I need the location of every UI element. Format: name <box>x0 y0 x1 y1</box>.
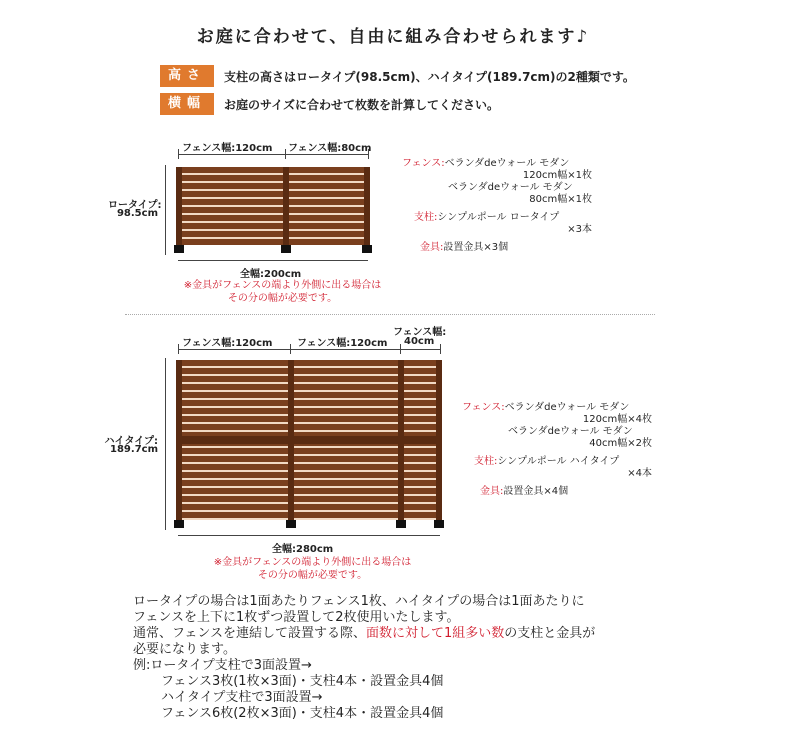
high-height-dim-line <box>165 358 166 530</box>
low-type-label: ロータイプ: <box>108 200 162 211</box>
low-mount-bracket <box>281 245 291 253</box>
height-tag: 高さ <box>160 65 214 87</box>
low-dim-80: フェンス幅:80cm <box>288 143 372 154</box>
high-type-label: ハイタイプ: <box>104 436 158 447</box>
low-height-label: 98.5cm <box>116 208 158 219</box>
high-total-dim-line <box>178 535 440 536</box>
section-divider <box>125 314 655 315</box>
low-total-dim-line <box>178 260 368 261</box>
explanation-text: ロータイプの場合は1面あたりフェンス1枚、ハイタイプの場合は1面あたりに フェンスを上下に1枚ずつ設置して2枚使用いたします。 通常、フェンスを連結して設置する際、面数に対して1組多い数の支柱と金具が 必要になります。 例:ロータイプ支柱で3面設置→ フェンス3枚(1枚×3面)・支柱4本・設置金具4個 ハイタイプ支柱で3面設置→ フェンス6枚(2枚×3面)・支柱4本・設置金具4個 <box>133 594 596 721</box>
low-mount-bracket <box>362 245 372 253</box>
low-post <box>364 167 370 249</box>
highlight-text: 面数に対して1組多い数 <box>365 626 505 641</box>
spec-hardware-label: 金具: <box>420 242 444 253</box>
high-post <box>436 360 442 524</box>
spec-hardware-label: 金具: <box>480 486 504 497</box>
width-description: お庭のサイズに合わせて枚数を計算してください。 <box>224 98 500 112</box>
low-mount-bracket <box>174 245 184 253</box>
low-dim-120: フェンス幅:120cm <box>182 143 273 154</box>
spec-fence-label: フェンス: <box>402 158 445 169</box>
example-heading: 例:ロータイプ支柱で3面設置→ <box>133 658 312 673</box>
page-title: お庭に合わせて、自由に組み合わせられます♪ <box>196 27 590 47</box>
high-height-label: 189.7cm <box>110 444 158 455</box>
low-fence-panels <box>179 167 367 245</box>
high-post <box>288 360 294 524</box>
high-dim-120-a: フェンス幅:120cm <box>182 338 273 349</box>
low-post <box>176 167 182 249</box>
low-total-width: 全幅:200cm <box>240 269 302 280</box>
high-dim-40-label: フェンス幅: <box>393 327 447 338</box>
high-post <box>398 360 404 524</box>
high-dim-40: 40cm <box>404 336 435 347</box>
spec-post-label: 支柱: <box>414 212 438 223</box>
high-mount-bracket <box>434 520 444 528</box>
high-spec-list: フェンス:ベランダdeウォール モダン 120cm幅×4枚 ベランダdeウォール モダン 40cm幅×2枚 支柱:シンプルポール ハイタイプ ×4本 金具:設置金具×4個 <box>462 402 652 497</box>
width-tag: 横幅 <box>160 93 214 115</box>
high-mount-bracket <box>174 520 184 528</box>
high-total-width: 全幅:280cm <box>272 544 334 555</box>
high-note-line2: その分の幅が必要です。 <box>257 570 368 581</box>
high-mount-bracket <box>286 520 296 528</box>
low-spec-list: フェンス:ベランダdeウォール モダン 120cm幅×1枚 ベランダdeウォール モダン 80cm幅×1枚 支柱:シンプルポール ロータイプ ×3本 金具:設置金具×3個 <box>402 158 592 253</box>
high-mount-bracket <box>396 520 406 528</box>
height-description: 支柱の高さはロータイプ(98.5cm)、ハイタイプ(189.7cm)の2種類です。 <box>224 70 635 84</box>
spec-post-label: 支柱: <box>474 456 498 467</box>
low-note-line2: その分の幅が必要です。 <box>227 293 338 304</box>
high-post <box>176 360 182 524</box>
spec-fence-label: フェンス: <box>462 402 505 413</box>
low-post <box>283 167 289 249</box>
high-note-line1: ※金具がフェンスの端より外側に出る場合は <box>213 557 412 568</box>
high-dim-120-b: フェンス幅:120cm <box>297 338 388 349</box>
low-top-dim-line <box>178 154 368 155</box>
low-note-line1: ※金具がフェンスの端より外側に出る場合は <box>183 280 382 291</box>
low-height-dim-line <box>165 165 166 255</box>
